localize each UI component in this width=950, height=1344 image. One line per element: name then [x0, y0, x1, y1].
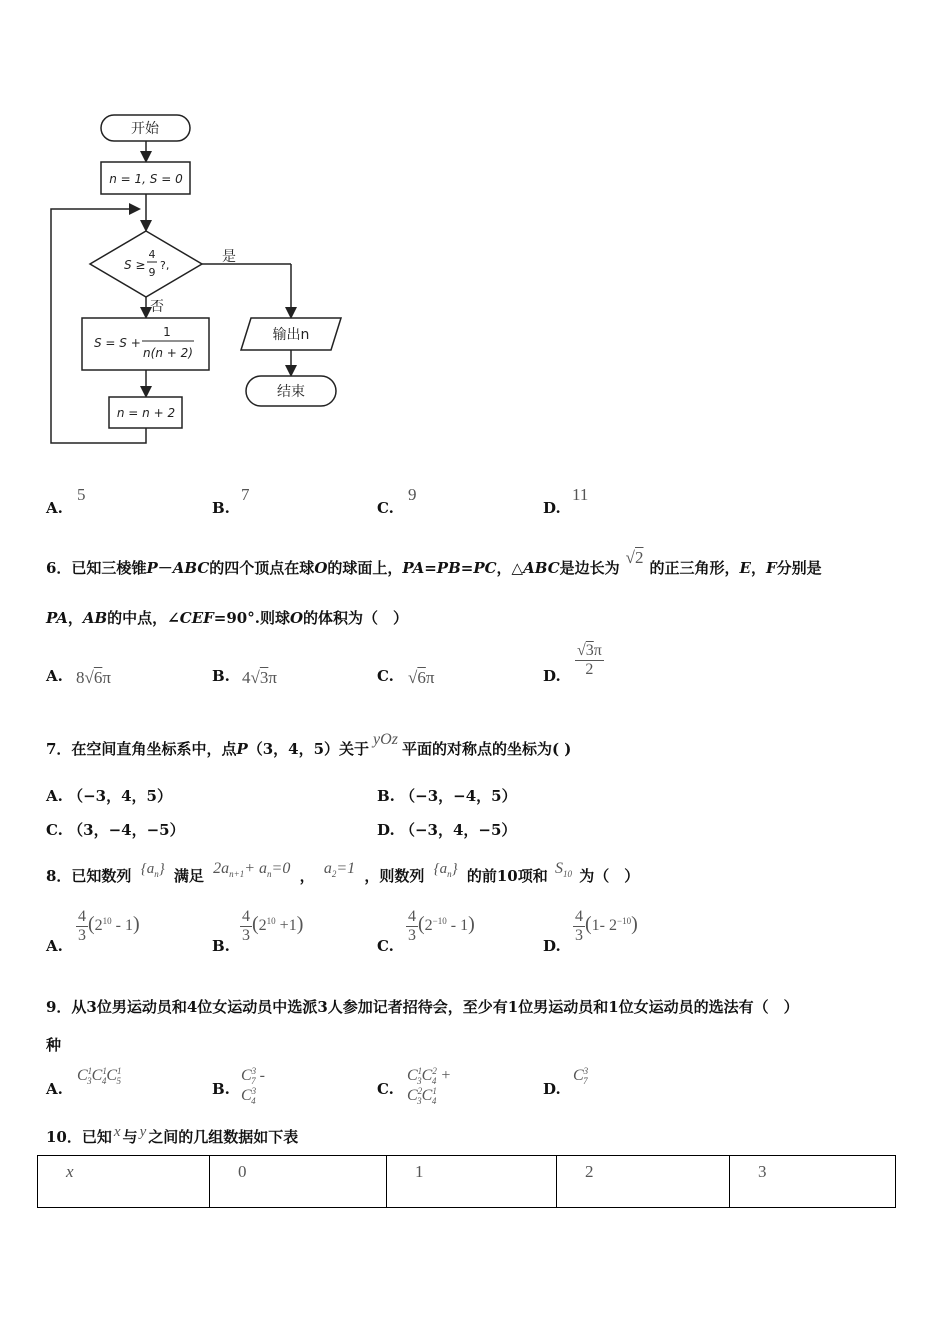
svg-text:S ≥: S ≥ [124, 258, 146, 272]
q6-option-c-letter: C. [377, 667, 394, 685]
flow-no-label: 否 [150, 299, 164, 315]
q7-option-d: D. （−3，4，−5） [377, 821, 517, 839]
q6-option-b-letter: B. [212, 667, 230, 685]
q8-option-b-letter: B. [212, 937, 230, 955]
q5-option-c-value: 9 [408, 485, 417, 504]
q9-option-c-value: $C^1_3C^2_4 + C^2_3C^1_4$ [407, 1066, 452, 1107]
q8-option-c-letter: C. [377, 937, 394, 955]
q8-option-b-value: $\frac{4}{3}$ $(2^{10} +1)$ [242, 908, 304, 944]
table-cell: 0 [210, 1156, 387, 1208]
q9-option-b-value: $C^3_7 - C^3_4$ [241, 1066, 265, 1107]
q9-stem-line1: 9．从3位男运动员和4位女运动员中选派3人参加记者招待会，至少有1位男运动员和1位女运动员的选法有（ ） [46, 998, 799, 1016]
q9-option-a-value: $C^1_3C^1_4C^1_5$ [77, 1066, 122, 1087]
q9-option-d-letter: D. [543, 1080, 561, 1098]
svg-text:1: 1 [163, 325, 171, 339]
q8-option-c-value: $\frac{4}{3}$ $(2^{-10} - 1)$ [408, 908, 475, 944]
q5-option-d-letter: D. [543, 499, 561, 517]
flow-update-n-label: n = n + 2 [116, 406, 176, 420]
table-cell: 1 [387, 1156, 557, 1208]
q8-option-a-letter: A. [46, 937, 63, 955]
q5-option-a-letter: A. [46, 499, 63, 517]
q8-option-d-letter: D. [543, 937, 561, 955]
flow-cond-den: 9 [148, 266, 156, 279]
q6-stem-line1: 6．已知三棱锥P－ABC的四个顶点在球O的球面上，PA=PB=PC，△ABC是边长为√2的正三角形，E，F分别是 [46, 548, 822, 577]
q8-option-a-value: $\frac{4}{3}$ $(2^{10} - 1)$ [78, 908, 140, 944]
flow-yes-label: 是 [222, 249, 236, 265]
q9-option-a-letter: A. [46, 1080, 63, 1098]
q9-option-b-letter: B. [212, 1080, 230, 1098]
flow-init-label: n = 1, S = 0 [109, 172, 183, 186]
q10-stem: 10．已知 x 与 y 之间的几组数据如下表 [46, 1124, 299, 1146]
q8-stem: 8．已知数列 $\{a_n\}$ 满足 $2a_{n+1}+ a_n=0$ ， $a_2=1$ ，则数列 $\{a_n\}$ 的前10项和 $S_{10}$ 为（ ） [46, 860, 640, 885]
q6-option-a-value: 8√6π [76, 668, 111, 687]
q6-option-b-value: 4√3π [242, 668, 277, 687]
q5-option-d-value: 11 [572, 485, 589, 504]
xy-data-table [37, 1155, 896, 1208]
svg-text:S = S +: S = S + [94, 336, 141, 350]
flow-start-label: 开始 [131, 121, 159, 137]
svg-text:n(n + 2): n(n + 2) [143, 346, 193, 360]
table-cell: x [38, 1156, 210, 1208]
flow-output-label: 输出n [272, 327, 310, 343]
q5-option-b-value: 7 [241, 485, 250, 504]
flow-end-label: 结束 [277, 384, 305, 400]
q5-option-b-letter: B. [212, 499, 230, 517]
flow-condition-diamond [90, 231, 202, 297]
svg-text:?,: ?, [160, 259, 170, 272]
q8-option-d-value: $\frac{4}{3}$ (1- $2^{-10}$) [575, 908, 638, 944]
q5-option-a-value: 5 [77, 485, 86, 504]
q5-option-c-letter: C. [377, 499, 394, 517]
q6-option-d-value: $\frac{√3\pi}{2}$ [577, 642, 602, 678]
table-cell: 3 [730, 1156, 896, 1208]
q6-option-c-value: √6π [408, 668, 435, 687]
table-row [38, 1156, 896, 1208]
q9-option-d-value: $C^3_7$ [573, 1066, 589, 1087]
q6-option-a-letter: A. [46, 667, 63, 685]
q7-stem: 7．在空间直角坐标系中，点P（3，4，5）关于yOz平面的对称点的坐标为( ) [46, 731, 572, 758]
flowchart [0, 100, 360, 460]
table-cell: 2 [557, 1156, 730, 1208]
q6-stem-line2: PA，AB的中点，∠CEF=90°.则球O的体积为（ ） [46, 609, 409, 627]
q7-option-a: A. （−3，4，5） [46, 787, 172, 805]
q6-option-d-letter: D. [543, 667, 561, 685]
flow-cond-num: 4 [148, 248, 156, 261]
q9-stem-line2: 种 [46, 1036, 62, 1054]
q7-option-c: C. （3，−4，−5） [46, 821, 185, 839]
q9-option-c-letter: C. [377, 1080, 394, 1098]
q7-option-b: B. （−3，−4，5） [377, 787, 517, 805]
